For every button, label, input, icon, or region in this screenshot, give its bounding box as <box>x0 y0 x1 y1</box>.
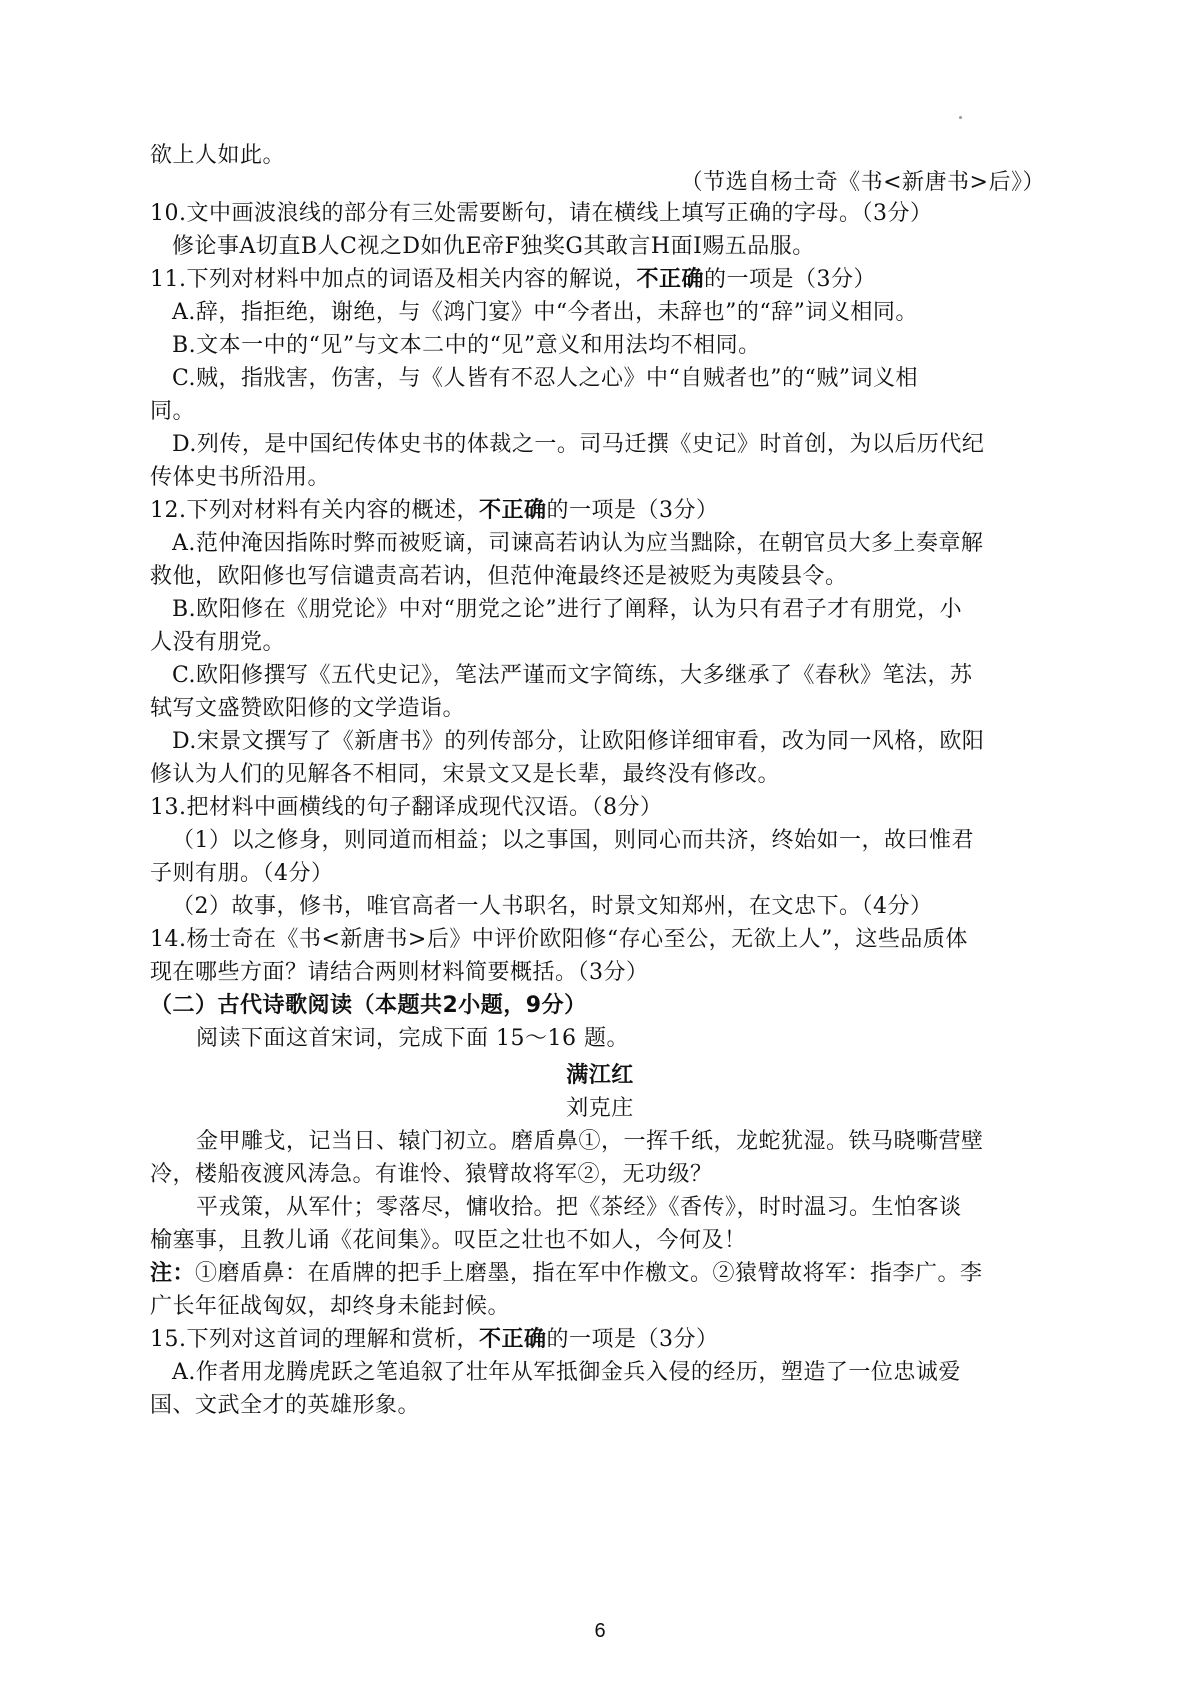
question-15 <box>150 1322 1060 1358</box>
q11-option-d: D.列传，是中国纪传体史书的体裁之一。司马迁撰《史记》时首创，为以后历代纪 <box>172 432 985 457</box>
poem-title: 满江红 <box>566 1063 634 1088</box>
poem-notes <box>150 1256 1060 1292</box>
reading-instruction: 阅读下面这首宋词，完成下面 15～16 题。 <box>196 1026 629 1051</box>
question-14-cont: 现在哪些方面？请结合两则材料简要概括。（3分） <box>150 960 649 985</box>
q13-part-1: （1）以之修身，则同道而相益；以之事国，则同心而共济，终始如一，故曰惟君 <box>172 828 974 853</box>
page-number: 6 <box>594 1620 606 1642</box>
q15-option-a-cont: 国、文武全才的英雄形象。 <box>150 1393 421 1418</box>
poem-line: 平戎策，从军什；零落尽，慵收拾。把《茶经》《香传》，时时温习。生怕客谈 <box>196 1195 962 1220</box>
notes-text: ①磨盾鼻：在盾牌的把手上磨墨，指在军中作檄文。②猿臂故将军：指李广。李 <box>195 1261 983 1286</box>
question-10: 10.文中画波浪线的部分有三处需要断句，请在横线上填写正确的字母。（3分） <box>150 201 933 226</box>
question-11 <box>150 262 1060 298</box>
q12-option-a: A.范仲淹因指陈时弊而被贬谪，司谏高若讷认为应当黜除，在朝官员大多上奏章解 <box>172 531 984 556</box>
q11-option-c-cont: 同。 <box>150 399 196 424</box>
q12-emphasis: 不正确 <box>479 498 547 523</box>
section-heading-poetry: （二）古代诗歌阅读（本题共2小题，9分） <box>150 993 587 1018</box>
source-citation: （节选自杨士奇《书<新唐书>后》） <box>680 170 1045 195</box>
question-13: 13.把材料中画横线的句子翻译成现代汉语。（8分） <box>150 795 663 820</box>
q15-stem: 15.下列对这首词的理解和赏析， <box>150 1327 479 1352</box>
q12-stem: 12.下列对材料有关内容的概述， <box>150 498 479 523</box>
q13-part-1-cont: 子则有朋。（4分） <box>150 861 334 886</box>
scan-speck <box>959 116 962 119</box>
q11-stem-end: 的一项是（3分） <box>704 267 877 292</box>
q15-option-a: A.作者用龙腾虎跃之笔追叙了壮年从军抵御金兵入侵的经历，塑造了一位忠诚爱 <box>172 1360 961 1385</box>
poem-line: 冷，楼船夜渡风涛急。有谁怜、猿臂故将军②，无功级？ <box>150 1162 713 1187</box>
question-14: 14.杨士奇在《书<新唐书>后》中评价欧阳修“存心至公，无欲上人”，这些品质体 <box>150 927 968 952</box>
q12-option-c-cont: 轼写文盛赞欧阳修的文学造诣。 <box>150 696 466 721</box>
q12-option-c: C.欧阳修撰写《五代史记》，笔法严谨而文字简练，大多继承了《春秋》笔法，苏 <box>172 663 973 688</box>
q11-option-c: C.贼，指戕害，伤害，与《人皆有不忍人之心》中“自贼者也”的“贼”词义相 <box>172 366 919 391</box>
q13-part-2: （2）故事，修书，唯官高者一人书职名，时景文知郑州，在文忠下。（4分） <box>172 894 933 919</box>
poem-notes-cont: 广长年征战匈奴，却终身未能封候。 <box>150 1294 511 1319</box>
q12-option-a-cont: 救他，欧阳修也写信谴责高若讷，但范仲淹最终还是被贬为夷陵县令。 <box>150 564 848 589</box>
q11-stem: 11.下列对材料中加点的词语及相关内容的解说， <box>150 267 637 292</box>
poem-line: 榆塞事，且教儿诵《花间集》。叹臣之壮也不如人，今何及！ <box>150 1228 747 1253</box>
text-line: 欲上人如此。 <box>150 143 286 168</box>
question-12 <box>150 493 1060 529</box>
q11-emphasis: 不正确 <box>636 267 705 292</box>
q12-option-b: B.欧阳修在《朋党论》中对“朋党之论”进行了阐释，认为只有君子才有朋党，小 <box>172 597 963 622</box>
q11-option-d-cont: 传体史书所沿用。 <box>150 465 331 490</box>
q11-option-b: B.文本一中的“见”与文本二中的“见”意义和用法均不相同。 <box>172 333 761 358</box>
notes-label: 注： <box>150 1261 196 1286</box>
q15-emphasis: 不正确 <box>479 1327 547 1352</box>
q15-stem-end: 的一项是（3分） <box>546 1327 719 1352</box>
question-10-text: 修论事A切直B人C视之D如仇E帝F独奖G其敢言H面I赐五品服。 <box>172 234 815 259</box>
q12-stem-end: 的一项是（3分） <box>546 498 719 523</box>
q12-option-b-cont: 人没有朋党。 <box>150 630 286 655</box>
poem-line: 金甲雕戈，记当日、辕门初立。磨盾鼻①，一挥千纸，龙蛇犹湿。铁马晓嘶营壁 <box>196 1129 984 1154</box>
q12-option-d: D.宋景文撰写了《新唐书》的列传部分，让欧阳修详细审看，改为同一风格，欧阳 <box>172 729 985 754</box>
q11-option-a: A.辞，指拒绝，谢绝，与《鸿门宴》中“今者出，未辞也”的“辞”词义相同。 <box>172 300 918 325</box>
poem-author: 刘克庄 <box>566 1096 634 1121</box>
q12-option-d-cont: 修认为人们的见解各不相同，宋景文又是长辈，最终没有修改。 <box>150 762 781 787</box>
